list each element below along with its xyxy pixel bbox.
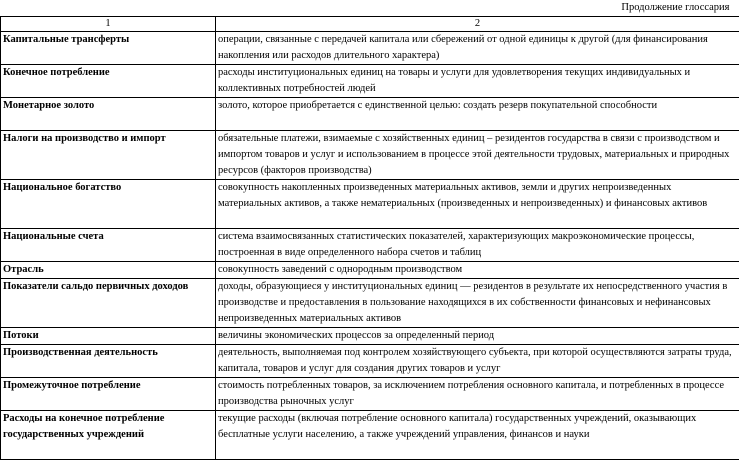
continuation-label: Продолжение глоссария bbox=[216, 0, 739, 17]
table-row bbox=[1, 32, 739, 65]
glossary-definition: стоимость потребленных товаров, за исключением потребления основного капитала, и потребленных в процессе производства рыночных услуг bbox=[216, 378, 739, 411]
table-row bbox=[1, 345, 739, 378]
glossary-term: Капитальные трансферты bbox=[1, 32, 216, 65]
glossary-term: Расходы на конечное потребление государственных учреждений bbox=[1, 411, 216, 460]
glossary-definition: обязательные платежи, взимаемые с хозяйственных единиц – резидентов государства в связи с производством и импортом товаров и услуг и использованием в процессе этой деятельности трудовых, материальных и природных ресурсов (факторов производства) bbox=[216, 131, 739, 180]
table-row bbox=[1, 411, 739, 460]
column-number-2: 2 bbox=[216, 17, 739, 32]
table-row bbox=[1, 378, 739, 411]
table-row bbox=[1, 65, 739, 98]
glossary-term: Производственная деятельность bbox=[1, 345, 216, 378]
glossary-term: Потоки bbox=[1, 328, 216, 345]
table-row bbox=[1, 229, 739, 262]
glossary-definition: золото, которое приобретается с единственной целью: создать резерв покупательной способности bbox=[216, 98, 739, 131]
table-row bbox=[1, 262, 739, 279]
glossary-definition: деятельность, выполняемая под контролем хозяйствующего субъекта, при которой осуществляются затраты труда, капитала, товаров и услуг для создания других товаров и услуг bbox=[216, 345, 739, 378]
glossary-definition: совокупность накопленных произведенных материальных активов, земли и других непроизведенных материальных активов, а также нематериальных (произведенных и непроизведенных) и финансовых активов bbox=[216, 180, 739, 229]
glossary-term: Отрасль bbox=[1, 262, 216, 279]
table-row bbox=[1, 328, 739, 345]
glossary-definition: совокупность заведений с однородным производством bbox=[216, 262, 739, 279]
glossary-definition: величины экономических процессов за определенный период bbox=[216, 328, 739, 345]
continuation-empty-cell bbox=[1, 0, 216, 17]
glossary-definition: текущие расходы (включая потребление основного капитала) государственных учреждений, оказывающих бесплатные услуги населению, а также учреждений управления, финансов и науки bbox=[216, 411, 739, 460]
table-row bbox=[1, 279, 739, 328]
glossary-term: Национальные счета bbox=[1, 229, 216, 262]
glossary-term: Национальное богатство bbox=[1, 180, 216, 229]
glossary-definition: расходы институциональных единиц на товары и услуги для удовлетворения текущих индивидуальных и коллективных потребностей людей bbox=[216, 65, 739, 98]
glossary-definition: операции, связанные с передачей капитала или сбережений от одной единицы к другой (для финансирования накопления или расходов длительного характера) bbox=[216, 32, 739, 65]
table-row bbox=[1, 98, 739, 131]
glossary-term: Монетарное золото bbox=[1, 98, 216, 131]
glossary-definition: доходы, образующиеся у институциональных единиц — резидентов в результате их непосредственного участия в производстве и предоставления в пользование находящихся в их собственности финансовых и нефинансовых непроизведенных материальных активов bbox=[216, 279, 739, 328]
glossary-term: Показатели сальдо первичных доходов bbox=[1, 279, 216, 328]
glossary-term: Промежуточное потребление bbox=[1, 378, 216, 411]
column-number-1: 1 bbox=[1, 17, 216, 32]
column-number-row bbox=[1, 17, 739, 32]
table-row bbox=[1, 131, 739, 180]
glossary-term: Налоги на производство и импорт bbox=[1, 131, 216, 180]
continuation-row bbox=[1, 0, 739, 17]
table-row bbox=[1, 180, 739, 229]
glossary-term: Конечное потребление bbox=[1, 65, 216, 98]
glossary-definition: система взаимосвязанных статистических показателей, характеризующих макроэкономические процессы, построенная в виде определенного набора счетов и таблиц bbox=[216, 229, 739, 262]
